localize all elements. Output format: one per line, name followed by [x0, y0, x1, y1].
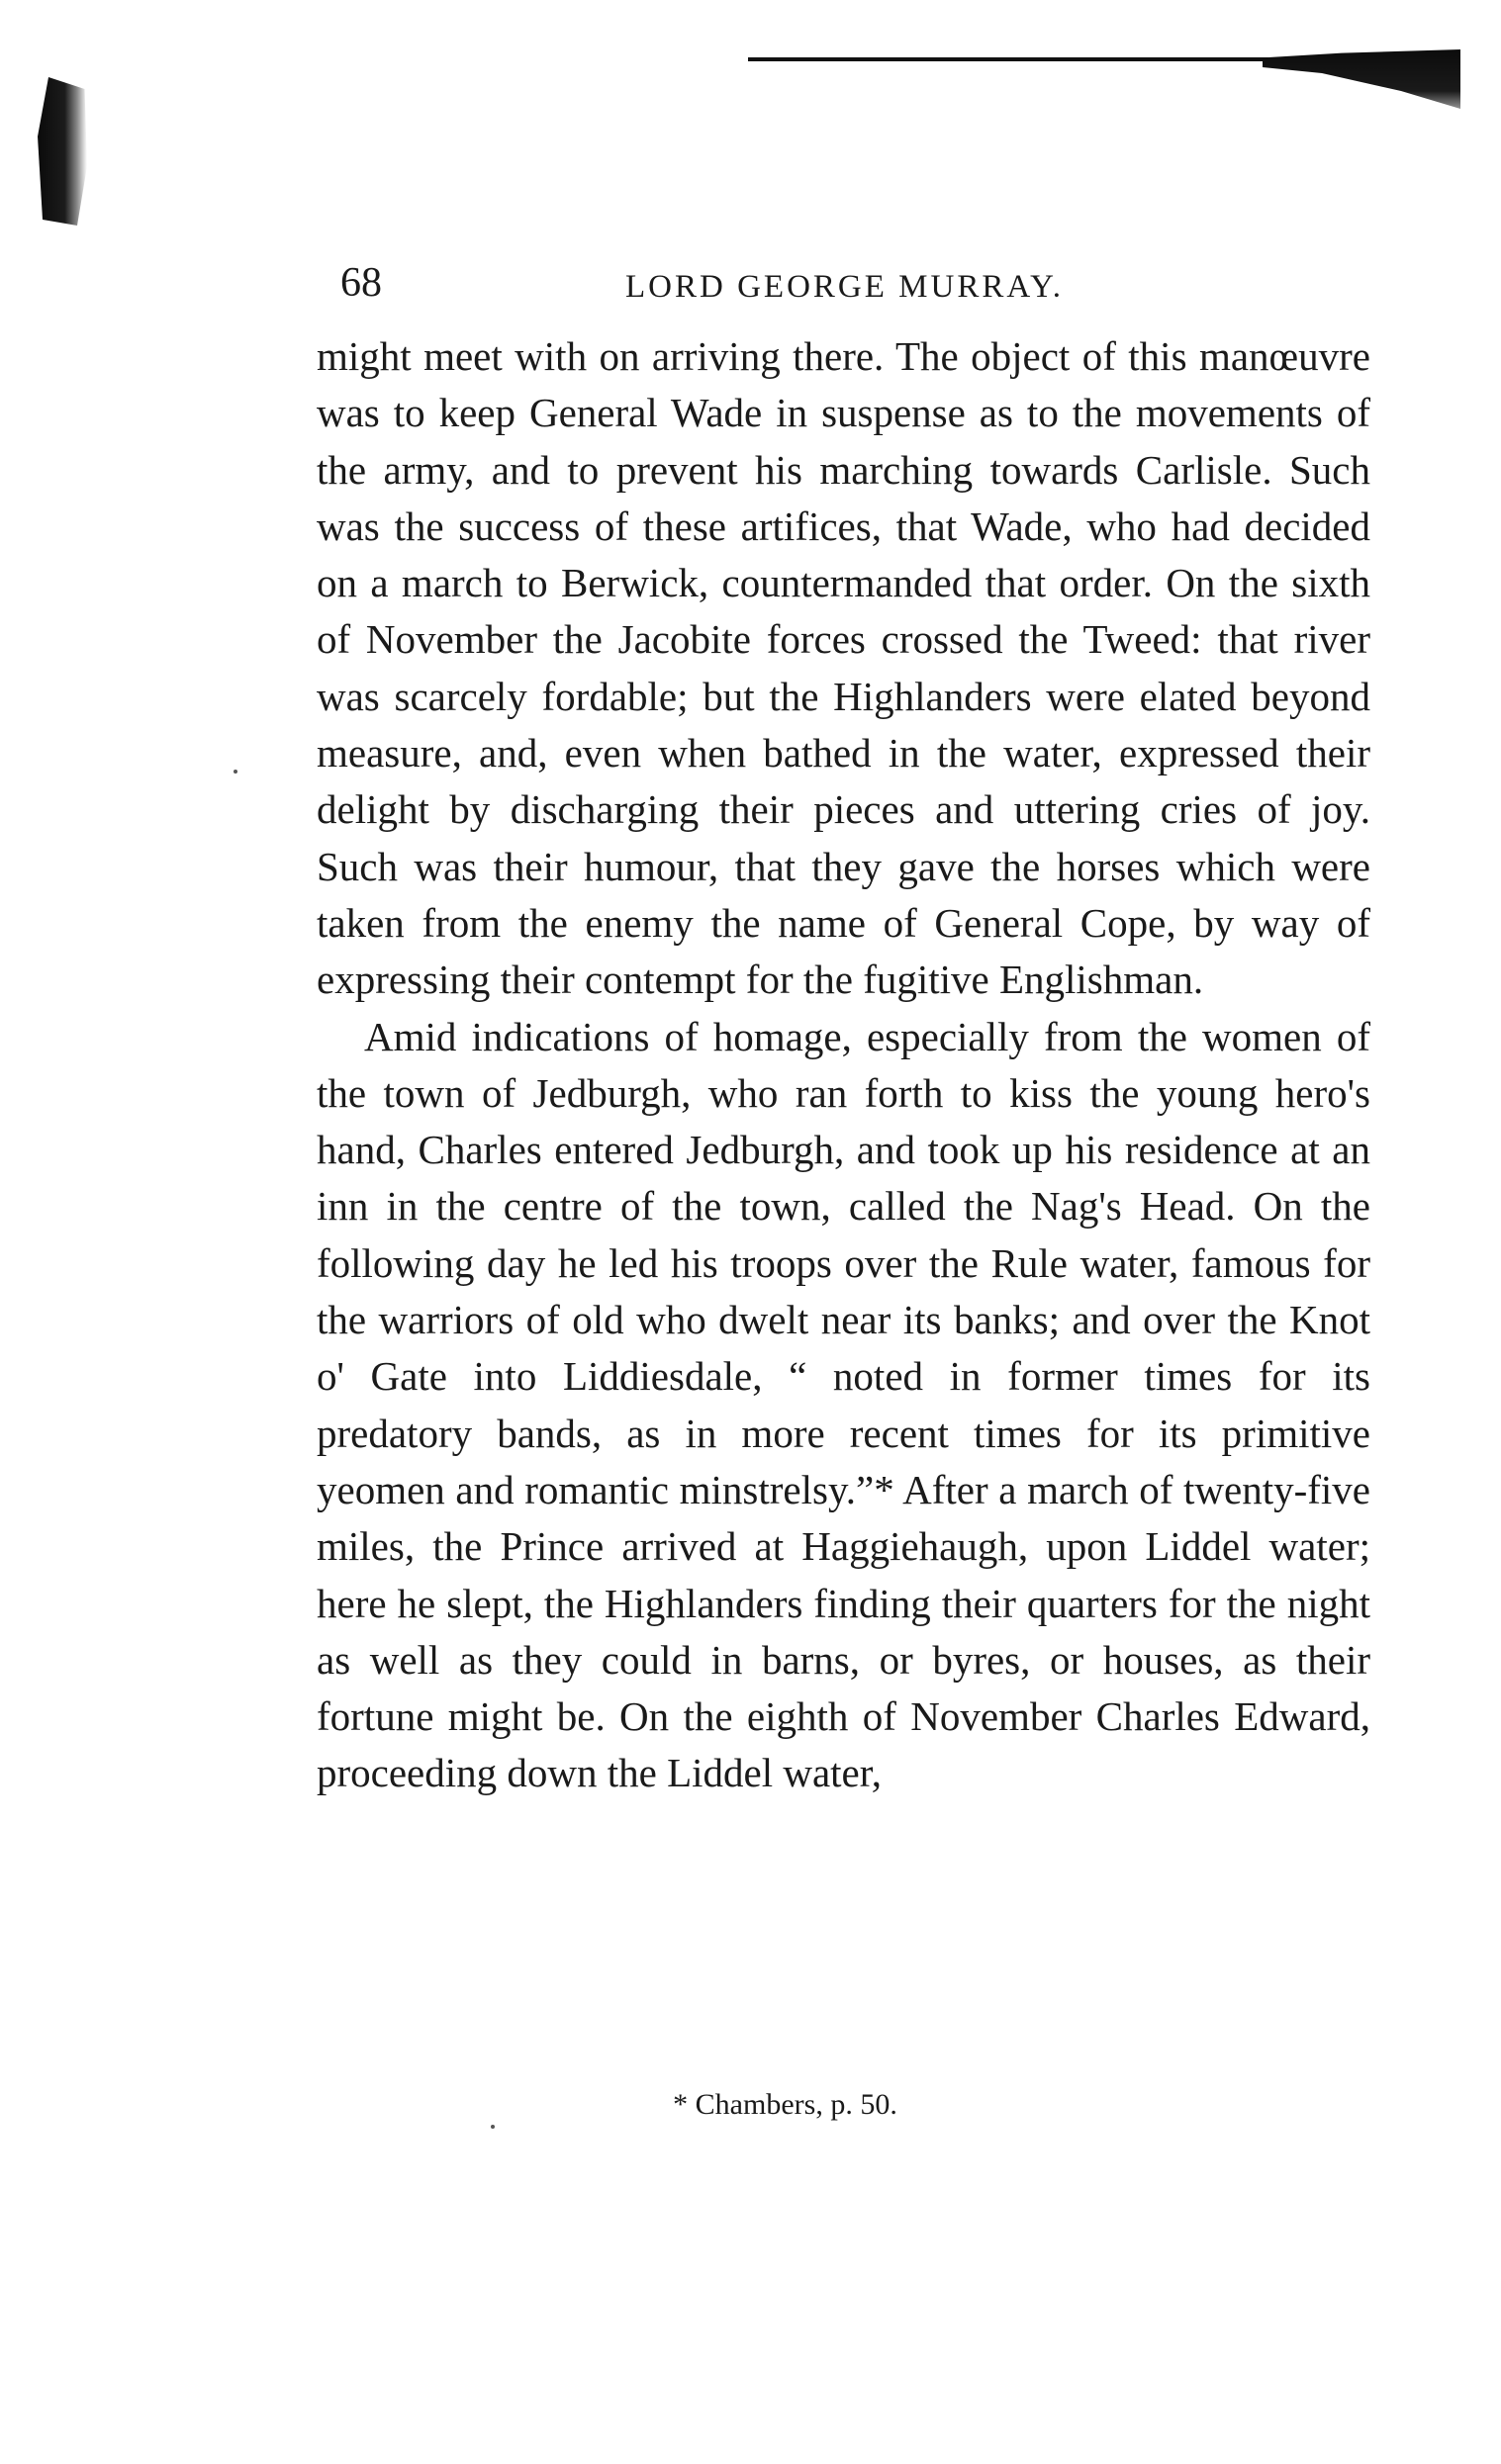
footnote-text: * Chambers, p. 50.	[673, 2088, 897, 2121]
scan-shadow-top	[748, 49, 1460, 109]
scan-speck	[491, 2125, 495, 2129]
scan-speck	[234, 770, 237, 774]
body-text	[317, 328, 1370, 1802]
scan-shadow-corner	[1263, 49, 1460, 109]
running-head: LORD GEORGE MURRAY.	[625, 269, 1064, 305]
scan-shadow-left	[38, 77, 87, 226]
paragraph: might meet with on arriving there. The object of this manœuvre was to keep General Wade in suspense as to the movements of the army, and to prevent his marching towards Carlisle. Such was the success of these artifices, that Wade, who had decided on a march to Berwick, countermanded that order. On the sixth of November the Jacobite forces crossed the Tweed: that river was scarcely fordable; but the Highlanders were elated beyond measure, and, even when bathed in the water, expressed their delight by discharging their pieces and uttering cries of joy. Such was their humour, that they gave the horses which were taken from the enemy the name of General Cope, by way of expressing their contempt for the fugitive Englishman.	[317, 333, 1370, 1003]
paragraph: Amid indications of homage, especially from the women of the town of Jedburgh, who ran forth to kiss the young hero's hand, Charles entered Jedburgh, and took up his residence at an inn in the centre of the town, called the Nag's Head. On the following day he led his troops over the Rule water, famous for the warriors of old who dwelt near its banks; and over the Knot o' Gate into Liddiesdale, “ noted in former times for its predatory bands, as in more recent times for its primitive yeomen and romantic minstrelsy.”* After a march of twenty-five miles, the Prince arrived at Haggiehaugh, upon Liddel water; here he slept, the Highlanders finding their quarters for the night as well as they could in barns, or byres, or houses, as their fortune might be. On the eighth of November Charles Edward, proceeding down the Liddel water,	[317, 1013, 1370, 1796]
page-header	[340, 253, 1360, 313]
page-number: 68	[340, 260, 382, 306]
footnote	[0, 2085, 1501, 2125]
